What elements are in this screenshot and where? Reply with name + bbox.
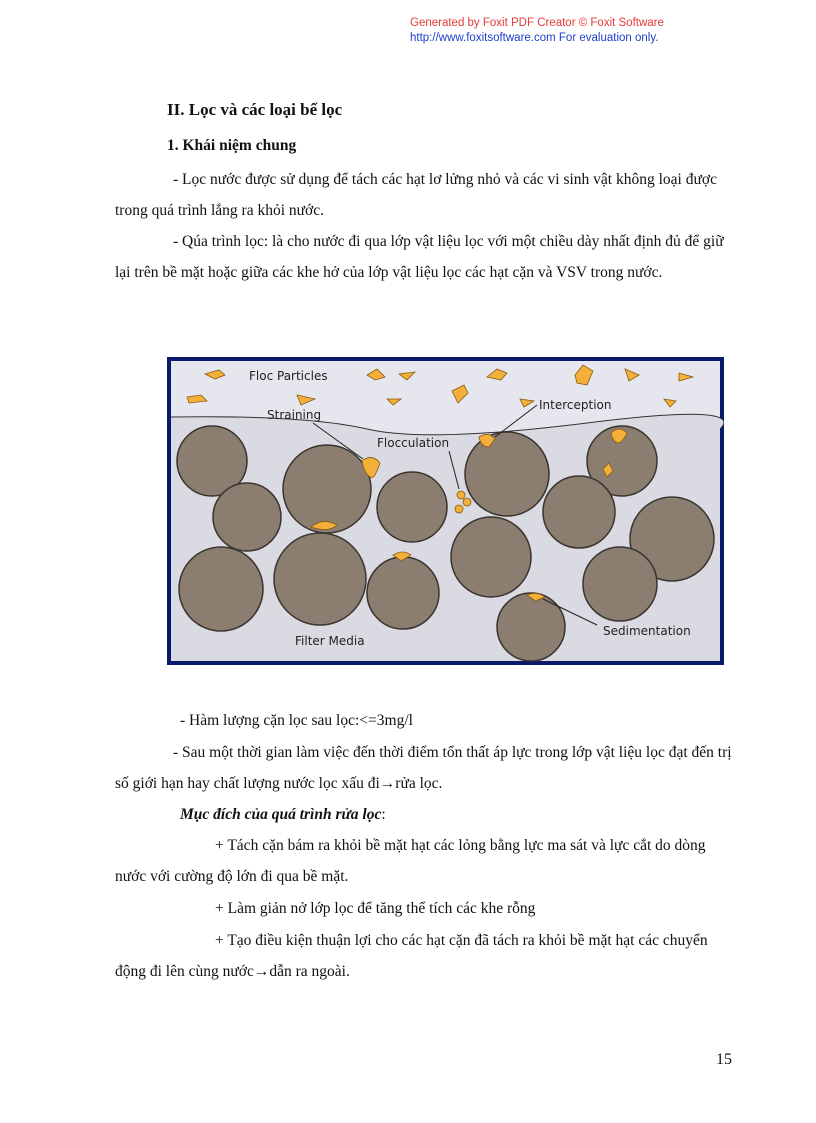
purpose-title-colon: : [381, 806, 386, 823]
paragraph-filtration-process: - Qúa trình lọc: là cho nước đi qua lớp vật liệu lọc với một chiều dày nhất định đủ để giữ lại trên bề mặt hoặc giữa các khe hở của lớp vật liệu lọc các hạt cặn và VSV trong nước. [115, 233, 724, 281]
grain [543, 476, 615, 548]
label-filter-media: Filter Media [295, 634, 365, 648]
watermark [410, 16, 664, 46]
grain [451, 517, 531, 597]
floc-flocculation [463, 498, 471, 506]
grain [497, 593, 565, 661]
label-interception: Interception [539, 398, 612, 412]
grain [213, 483, 281, 551]
filtration-diagram [167, 357, 724, 665]
section-heading: II. Lọc và các loại bể lọc [167, 100, 343, 119]
grain [583, 547, 657, 621]
watermark-line-1: Generated by Foxit PDF Creator © Foxit Software [410, 17, 664, 29]
label-straining: Straining [267, 408, 322, 422]
subsection-heading: 1. Khái niệm chung [167, 137, 297, 154]
purpose-title-line [115, 799, 735, 830]
label-flocculation: Flocculation [377, 436, 450, 450]
grain [283, 445, 371, 533]
grain [377, 472, 447, 542]
grain [179, 547, 263, 631]
purpose-item-1: + Tách cặn bám ra khỏi bề mặt hạt các lỏng bằng lực ma sát và lực cắt do dòng nước với cường độ lớn đi qua bề mặt. [115, 837, 706, 885]
purpose-title: Mục đích của quá trình rửa lọc [180, 806, 382, 823]
paragraph-residual: - Hàm lượng cặn lọc sau lọc:<=3mg/l [180, 712, 413, 729]
grain [274, 533, 366, 625]
page-number: 15 [716, 1051, 732, 1068]
grain [465, 432, 549, 516]
grain [367, 557, 439, 629]
floc-flocculation [455, 505, 463, 513]
label-floc-particles: Floc Particles [249, 369, 328, 383]
label-sedimentation: Sedimentation [603, 624, 691, 638]
purpose-item-2: + Làm giản nở lớp lọc để tăng thể tích các khe rỗng [215, 900, 536, 917]
purpose-item-3: + Tạo điều kiện thuận lợi cho các hạt cặn đã tách ra khỏi bề mặt hạt các chuyển động đi lên cùng nước→dẫn ra ngoài. [115, 932, 708, 980]
paragraph-backwash-trigger: - Sau một thời gian làm việc đến thời điểm tổn thất áp lực trong lớp vật liệu lọc đạt đến trị số giới hạn hay chất lượng nước lọc xấu đi→rửa lọc. [115, 744, 732, 792]
floc-flocculation [457, 491, 465, 499]
watermark-line-2: http://www.foxitsoftware.com For evaluation only. [410, 32, 659, 44]
paragraph-filtration-purpose: - Lọc nước được sử dụng để tách các hạt lơ lửng nhỏ và các vi sinh vật không loại được trong quá trình lắng ra khỏi nước. [115, 171, 717, 219]
